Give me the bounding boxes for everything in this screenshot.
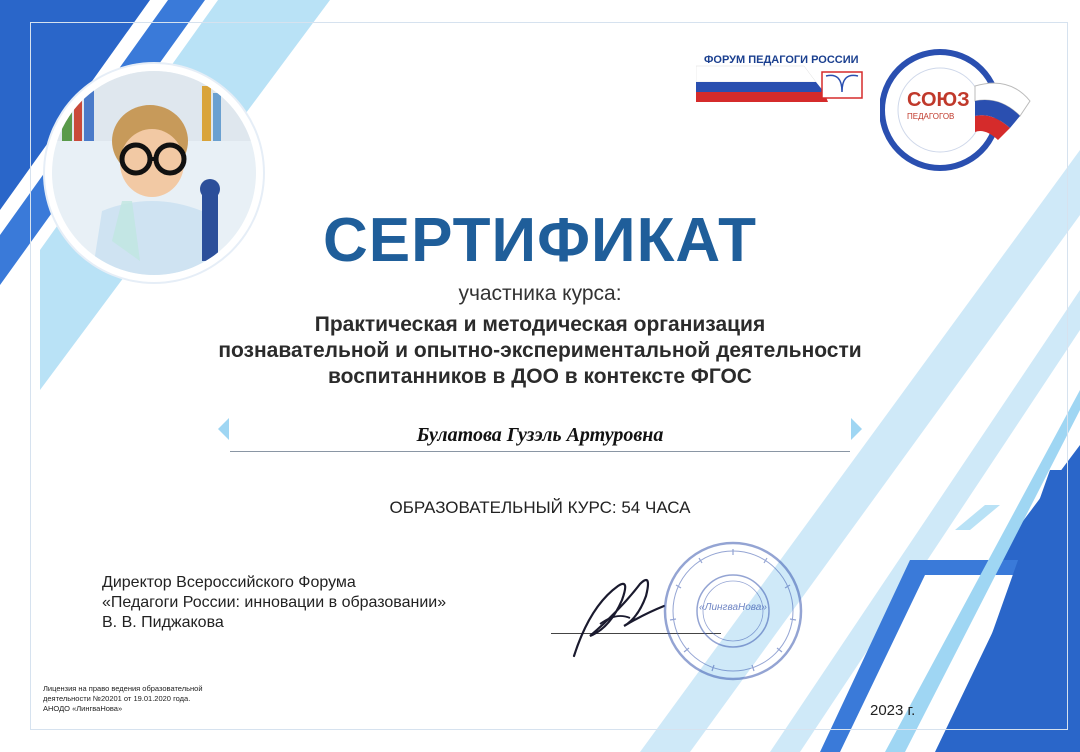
license-line: АНОДО «ЛингваНова»: [43, 704, 123, 713]
union-logo-subtitle: ПЕДАГОГОВ: [907, 112, 955, 121]
course-hours: ОБРАЗОВАТЕЛЬНЫЙ КУРС: 54 ЧАСА: [389, 498, 691, 517]
director-title-line: Директор Всероссийского Форума: [102, 574, 356, 591]
issue-year: 2023 г.: [870, 702, 916, 719]
forum-logo-text: ФОРУМ ПЕДАГОГИ РОССИИ: [704, 54, 859, 66]
course-title: [130, 312, 950, 390]
organization-stamp: [662, 540, 804, 682]
license-info: [43, 684, 203, 714]
director-block: [102, 573, 446, 633]
director-forum-line: «Педагоги России: инновации в образовании»: [102, 594, 447, 611]
union-logo-word: СОЮЗ: [907, 89, 970, 111]
director-name: В. В. Пиджакова: [102, 614, 224, 631]
union-logo: [880, 46, 1040, 174]
course-title-line: познавательной и опытно-экспериментальной деятельности: [218, 339, 862, 362]
course-title-line: Практическая и методическая организация: [314, 313, 766, 336]
name-left-arrow-decoration: [218, 418, 229, 440]
name-underline: [230, 451, 850, 452]
license-line: деятельности №20201 от 19.01.2020 года.: [43, 694, 191, 703]
name-right-arrow-decoration: [851, 418, 862, 440]
stamp-center-text: «ЛингваНова»: [699, 602, 767, 613]
signature-image: [560, 566, 670, 661]
certificate-subtitle: участника курса:: [458, 282, 622, 305]
participant-name: Булатова Гузэль Артуровна: [416, 424, 664, 446]
forum-logo: [696, 52, 866, 110]
license-line: Лицензия на право ведения образовательной: [43, 684, 203, 693]
course-title-line: воспитанников в ДОО в контексте ФГОС: [328, 365, 752, 388]
certificate-title: СЕРТИФИКАТ: [323, 206, 757, 275]
